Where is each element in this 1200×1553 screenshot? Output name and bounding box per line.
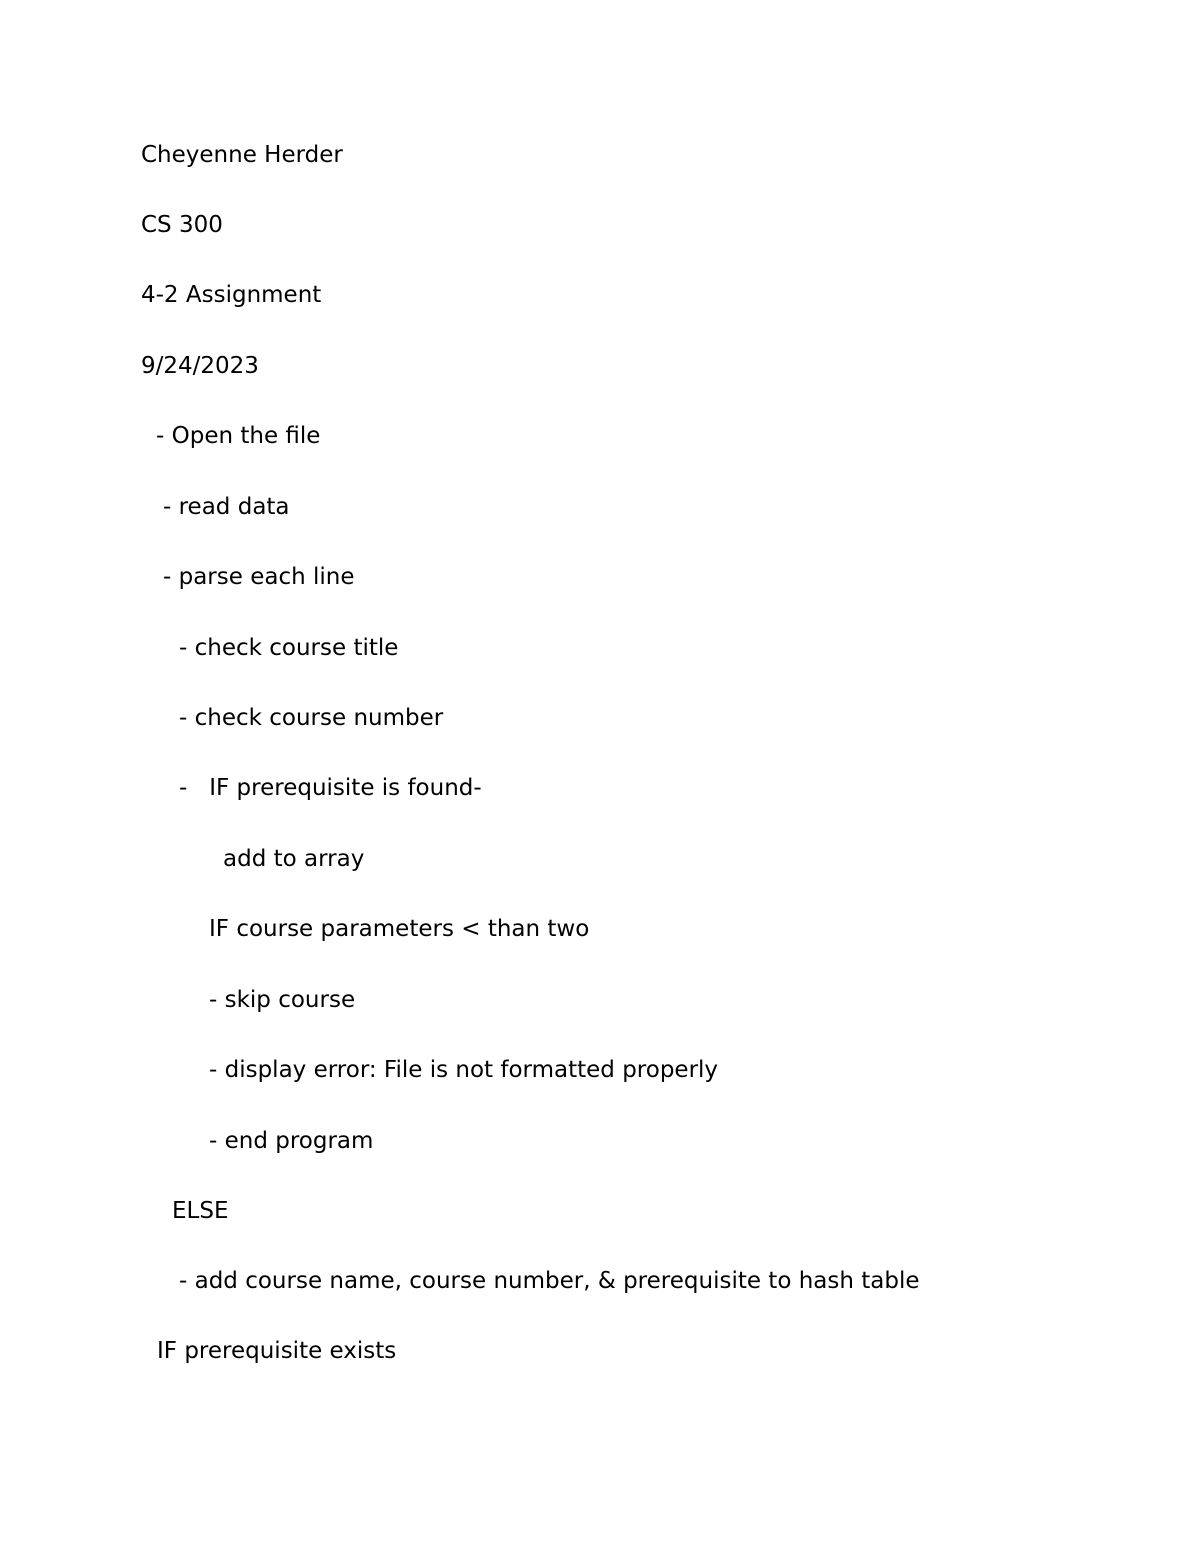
pseudocode-line: ELSE bbox=[172, 1198, 229, 1224]
pseudocode-line: - display error: File is not formatted properly bbox=[209, 1057, 719, 1083]
document-date: 9/24/2023 bbox=[141, 353, 259, 379]
pseudocode-line: - IF prerequisite is found- bbox=[179, 775, 482, 801]
pseudocode-line: IF prerequisite exists bbox=[157, 1338, 397, 1364]
pseudocode-line: - read data bbox=[163, 494, 290, 520]
pseudocode-line: - check course title bbox=[179, 635, 399, 661]
pseudocode-line: IF course parameters < than two bbox=[209, 916, 590, 942]
pseudocode-line: - check course number bbox=[179, 705, 444, 731]
author-name: Cheyenne Herder bbox=[141, 142, 343, 168]
pseudocode-line: - add course name, course number, & prerequisite to hash table bbox=[179, 1268, 920, 1294]
pseudocode-line: - skip course bbox=[209, 987, 356, 1013]
pseudocode-line: - end program bbox=[209, 1128, 374, 1154]
assignment-title: 4-2 Assignment bbox=[141, 282, 322, 308]
course-code: CS 300 bbox=[141, 212, 223, 238]
pseudocode-line: add to array bbox=[223, 846, 365, 872]
pseudocode-line: - parse each line bbox=[163, 564, 355, 590]
pseudocode-line: - Open the file bbox=[156, 423, 321, 449]
